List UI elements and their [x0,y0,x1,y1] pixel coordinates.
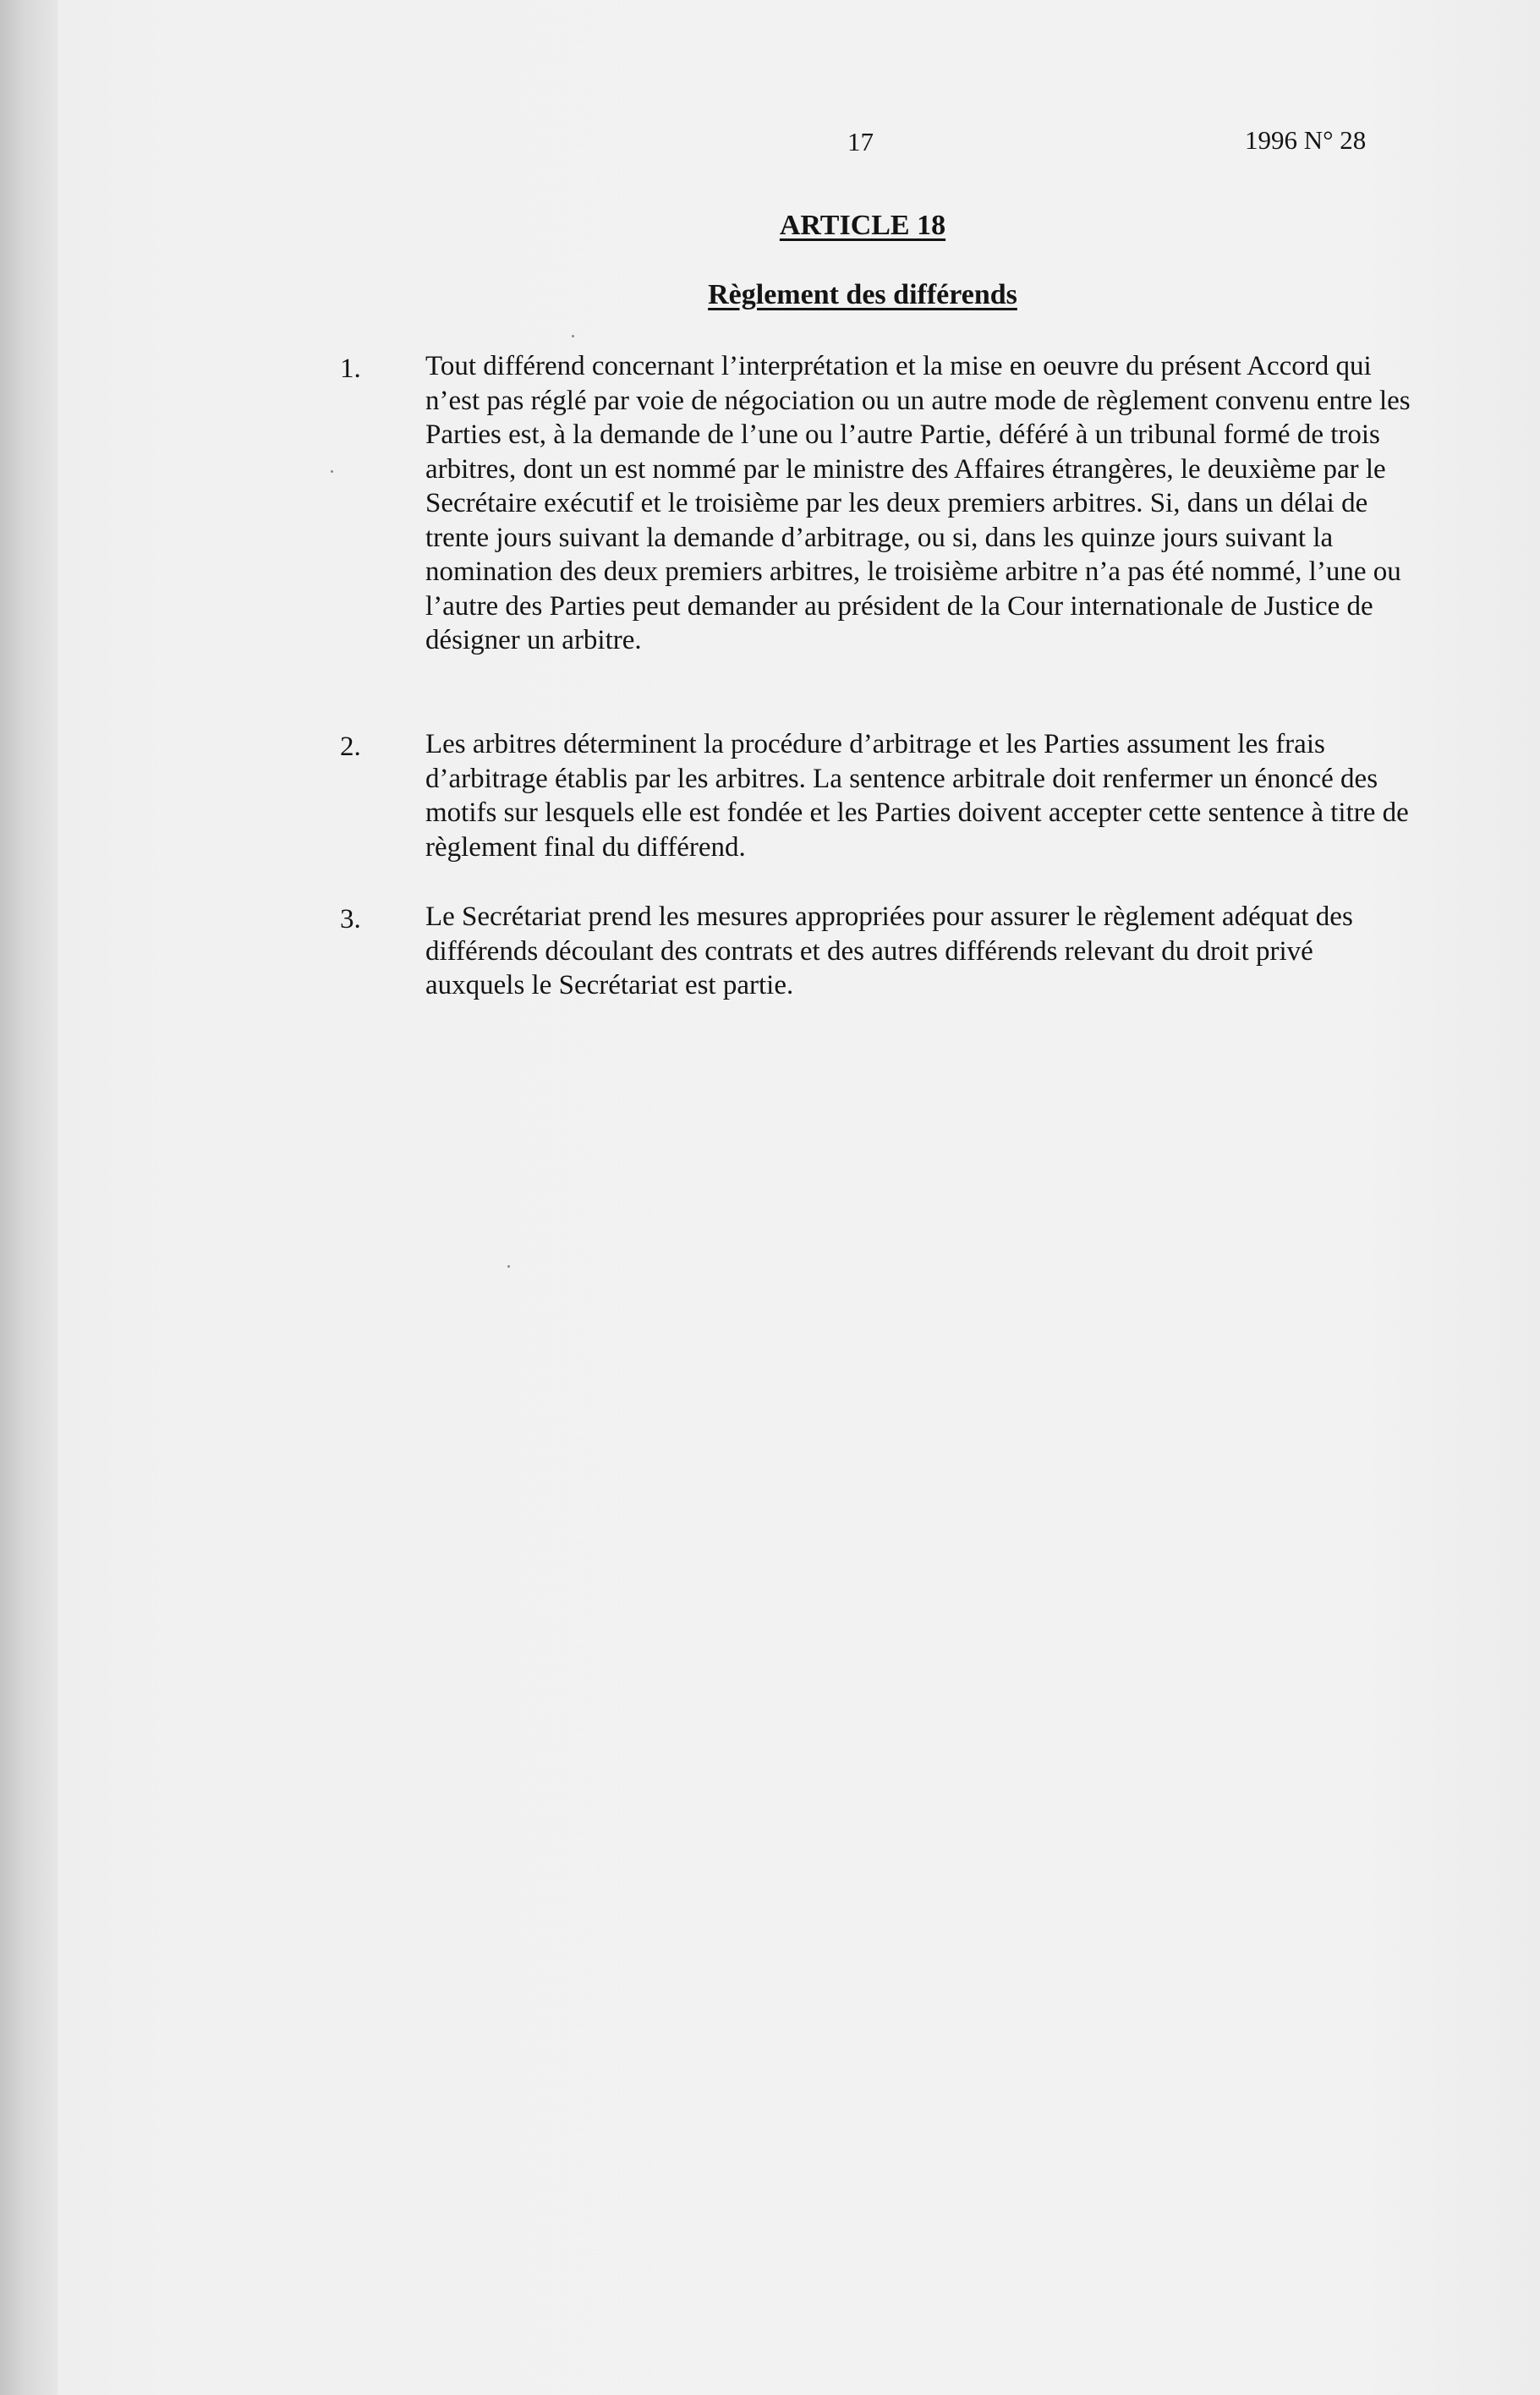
paragraph-2-text: Les arbitres déterminent la procédure d’arbitrage et les Parties assument les frais d’arbitrage établis par les arbitres. La sentence arbitrale doit renfermer un énoncé des motifs sur lesquels elle est fondée et les Parties doivent accepter cette sentence à titre de règlement final du différend. [425,729,1409,863]
scan-speck [507,1265,510,1268]
binding-edge-shadow [0,0,58,2395]
scan-speck [331,470,333,473]
paragraph-3-text: Le Secrétariat prend les mesures appropriées pour assurer le règlement adéquat des différends découlant des contrats et des autres différends relevant du droit privé auxquels le Secrétariat est partie. [425,902,1353,1000]
document-reference: 1996 N° 28 [1245,125,1367,155]
paragraph-1-number: 1. [340,353,361,384]
section-title: Règlement des différends [708,279,1017,310]
scan-speck [572,335,574,337]
paragraph-1-text: Tout différend concernant l’interprétation et la mise en oeuvre du présent Accord qui n’est pas réglé par voie de négociation ou un autre mode de règlement convenu entre les Parties est, à la demande de l’une ou l’autre Partie, déféré à un tribunal formé de trois arbitres, dont un est nommé par le ministre des Affaires étrangères, le deuxième par le Secrétaire exécutif et le troisième par les deux premiers arbitres. Si, dans un délai de trente jours suivant la demande d’arbitrage, ou si, dans les quinze jours suivant la nomination des deux premiers arbitres, le troisième arbitre n’a pas été nommé, l’une ou l’autre des Parties peut demander au président de la Cour internationale de Justice de désigner un arbitre. [425,351,1411,655]
paragraph-2-number: 2. [340,732,361,762]
paragraph-3-number: 3. [340,904,361,934]
page-number: 17 [847,127,874,156]
article-title: ARTICLE 18 [779,210,946,241]
